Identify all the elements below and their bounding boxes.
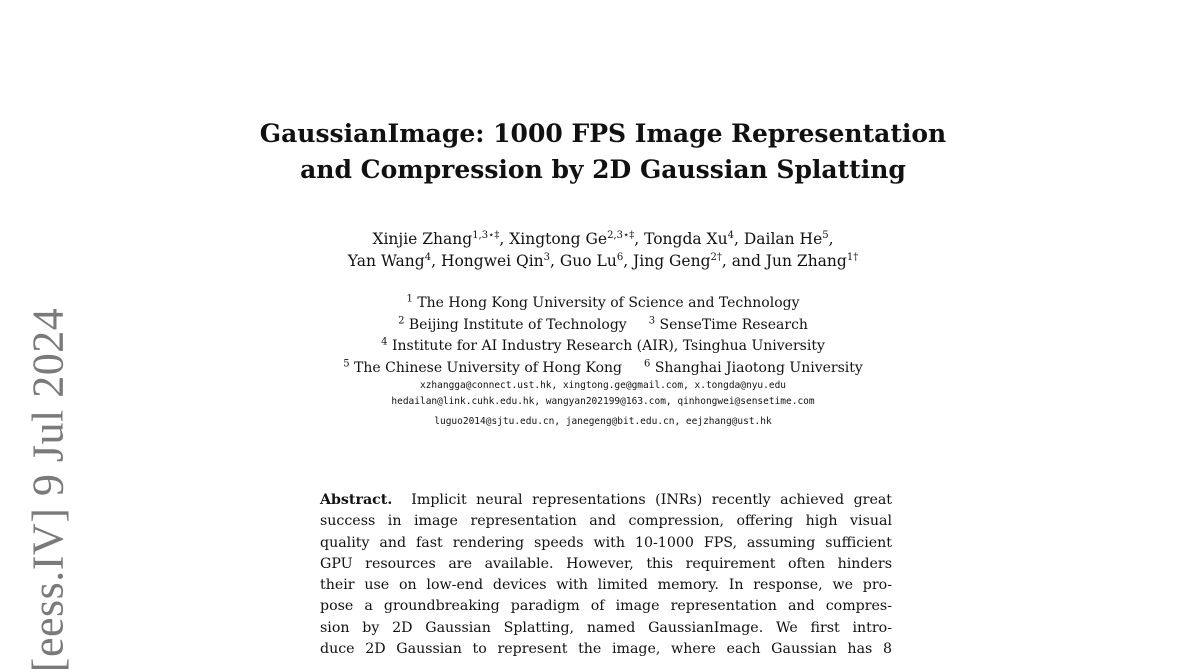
affiliation-line-3 <box>200 336 1006 358</box>
author-list <box>200 228 1006 272</box>
affiliation-marker: 5 <box>343 357 350 369</box>
author-affiliation-marker: 3 <box>543 251 551 263</box>
author-name: Jun Zhang <box>765 252 847 270</box>
affiliation-name: Shanghai Jiaotong University <box>654 359 863 376</box>
author-name: Hongwei Qin <box>440 252 544 270</box>
email-line-3[interactable]: luguo2014@sjtu.edu.cn, janegeng@bit.edu.cn, eejzhang@ust.hk <box>434 416 772 427</box>
author-name: Dailan He <box>743 230 823 248</box>
author-affiliation-marker: 6 <box>616 251 624 263</box>
affiliation-marker: 6 <box>644 357 651 369</box>
affiliation-line-1 <box>200 293 1006 315</box>
author-line-2 <box>200 250 1006 272</box>
affiliation-name: The Chinese University of Hong Kong <box>354 359 622 376</box>
author-name: Xingtong Ge <box>509 230 608 248</box>
author-affiliation-marker: 4 <box>424 251 432 263</box>
abstract-line: quality and fast rendering speeds with 10-1000 FPS, assuming sufficient <box>320 534 892 551</box>
author-name: Jing Geng <box>633 252 711 270</box>
author-name: Yan Wang <box>347 252 425 270</box>
abstract-line: GPU resources are available. However, this requirement often hinders <box>320 555 892 572</box>
author-affiliation-marker: 1,3⋆‡ <box>472 229 500 241</box>
affiliation-name: Beijing Institute of Technology <box>408 316 627 333</box>
abstract-line: their use on low-end devices with limited memory. In response, we pro- <box>320 577 892 594</box>
affiliation-marker: 3 <box>648 314 656 326</box>
author-separator: , <box>550 252 560 270</box>
author-name: Guo Lu <box>559 252 617 270</box>
abstract-text: Implicit neural representations (INRs) recently achieved great <box>411 492 892 508</box>
affiliation-name: Institute for AI Industry Research (AIR), Tsinghua University <box>391 338 825 354</box>
affiliation-marker: 4 <box>381 336 388 348</box>
author-name: Xinjie Zhang <box>372 230 473 248</box>
author-line-1 <box>200 228 1006 250</box>
author-separator: , <box>431 252 441 270</box>
author-separator: , <box>733 230 744 248</box>
author-separator: , <box>623 252 634 270</box>
email-line-1[interactable]: xzhangga@connect.ust.hk, xingtong.ge@gmail.com, x.tongda@nyu.edu <box>419 380 787 391</box>
author-separator: , <box>634 230 645 248</box>
abstract-line: pose a groundbreaking paradigm of image representation and compres- <box>320 598 892 615</box>
abstract-line: success in image representation and compression, offering high visual <box>320 513 892 530</box>
affiliation-marker: 2 <box>398 314 405 326</box>
affiliation-list <box>200 293 1006 379</box>
abstract-heading: Abstract. <box>320 492 393 508</box>
affiliation-line-4 <box>200 358 1006 380</box>
arxiv-side-stamp: [eess.IV] 9 Jul 2024 <box>23 307 73 672</box>
author-affiliation-marker: 2,3⋆‡ <box>607 229 635 241</box>
email-line-2[interactable]: hedailan@link.cuhk.edu.hk, wangyan202199@163.com, qinhongwei@sensetime.com <box>391 396 815 407</box>
author-affiliation-marker: 4 <box>727 229 734 241</box>
abstract-line <box>320 490 892 511</box>
author-separator: , and <box>721 252 766 270</box>
abstract-line: duce 2D Gaussian to represent the image, where each Gaussian has 8 <box>320 641 892 658</box>
abstract-line: sion by 2D Gaussian Splatting, named GaussianImage. We first intro- <box>320 619 892 636</box>
author-separator: , <box>828 230 834 248</box>
affiliation-marker: 1 <box>406 293 413 305</box>
author-separator: , <box>499 230 510 248</box>
title-line-2: and Compression by 2D Gaussian Splatting <box>300 155 906 184</box>
title-line-1: GaussianImage: 1000 FPS Image Representation <box>259 119 947 148</box>
abstract <box>320 490 892 660</box>
paper-title <box>200 116 1006 188</box>
affiliation-name: SenseTime Research <box>659 316 808 333</box>
email-list <box>200 378 1006 430</box>
author-affiliation-marker: 1† <box>846 251 859 263</box>
author-affiliation-marker: 5 <box>822 229 829 241</box>
affiliation-line-2 <box>200 315 1006 337</box>
affiliation-name: The Hong Kong University of Science and Technology <box>417 295 800 311</box>
author-name: Tongda Xu <box>644 230 728 248</box>
author-affiliation-marker: 2† <box>710 251 722 263</box>
